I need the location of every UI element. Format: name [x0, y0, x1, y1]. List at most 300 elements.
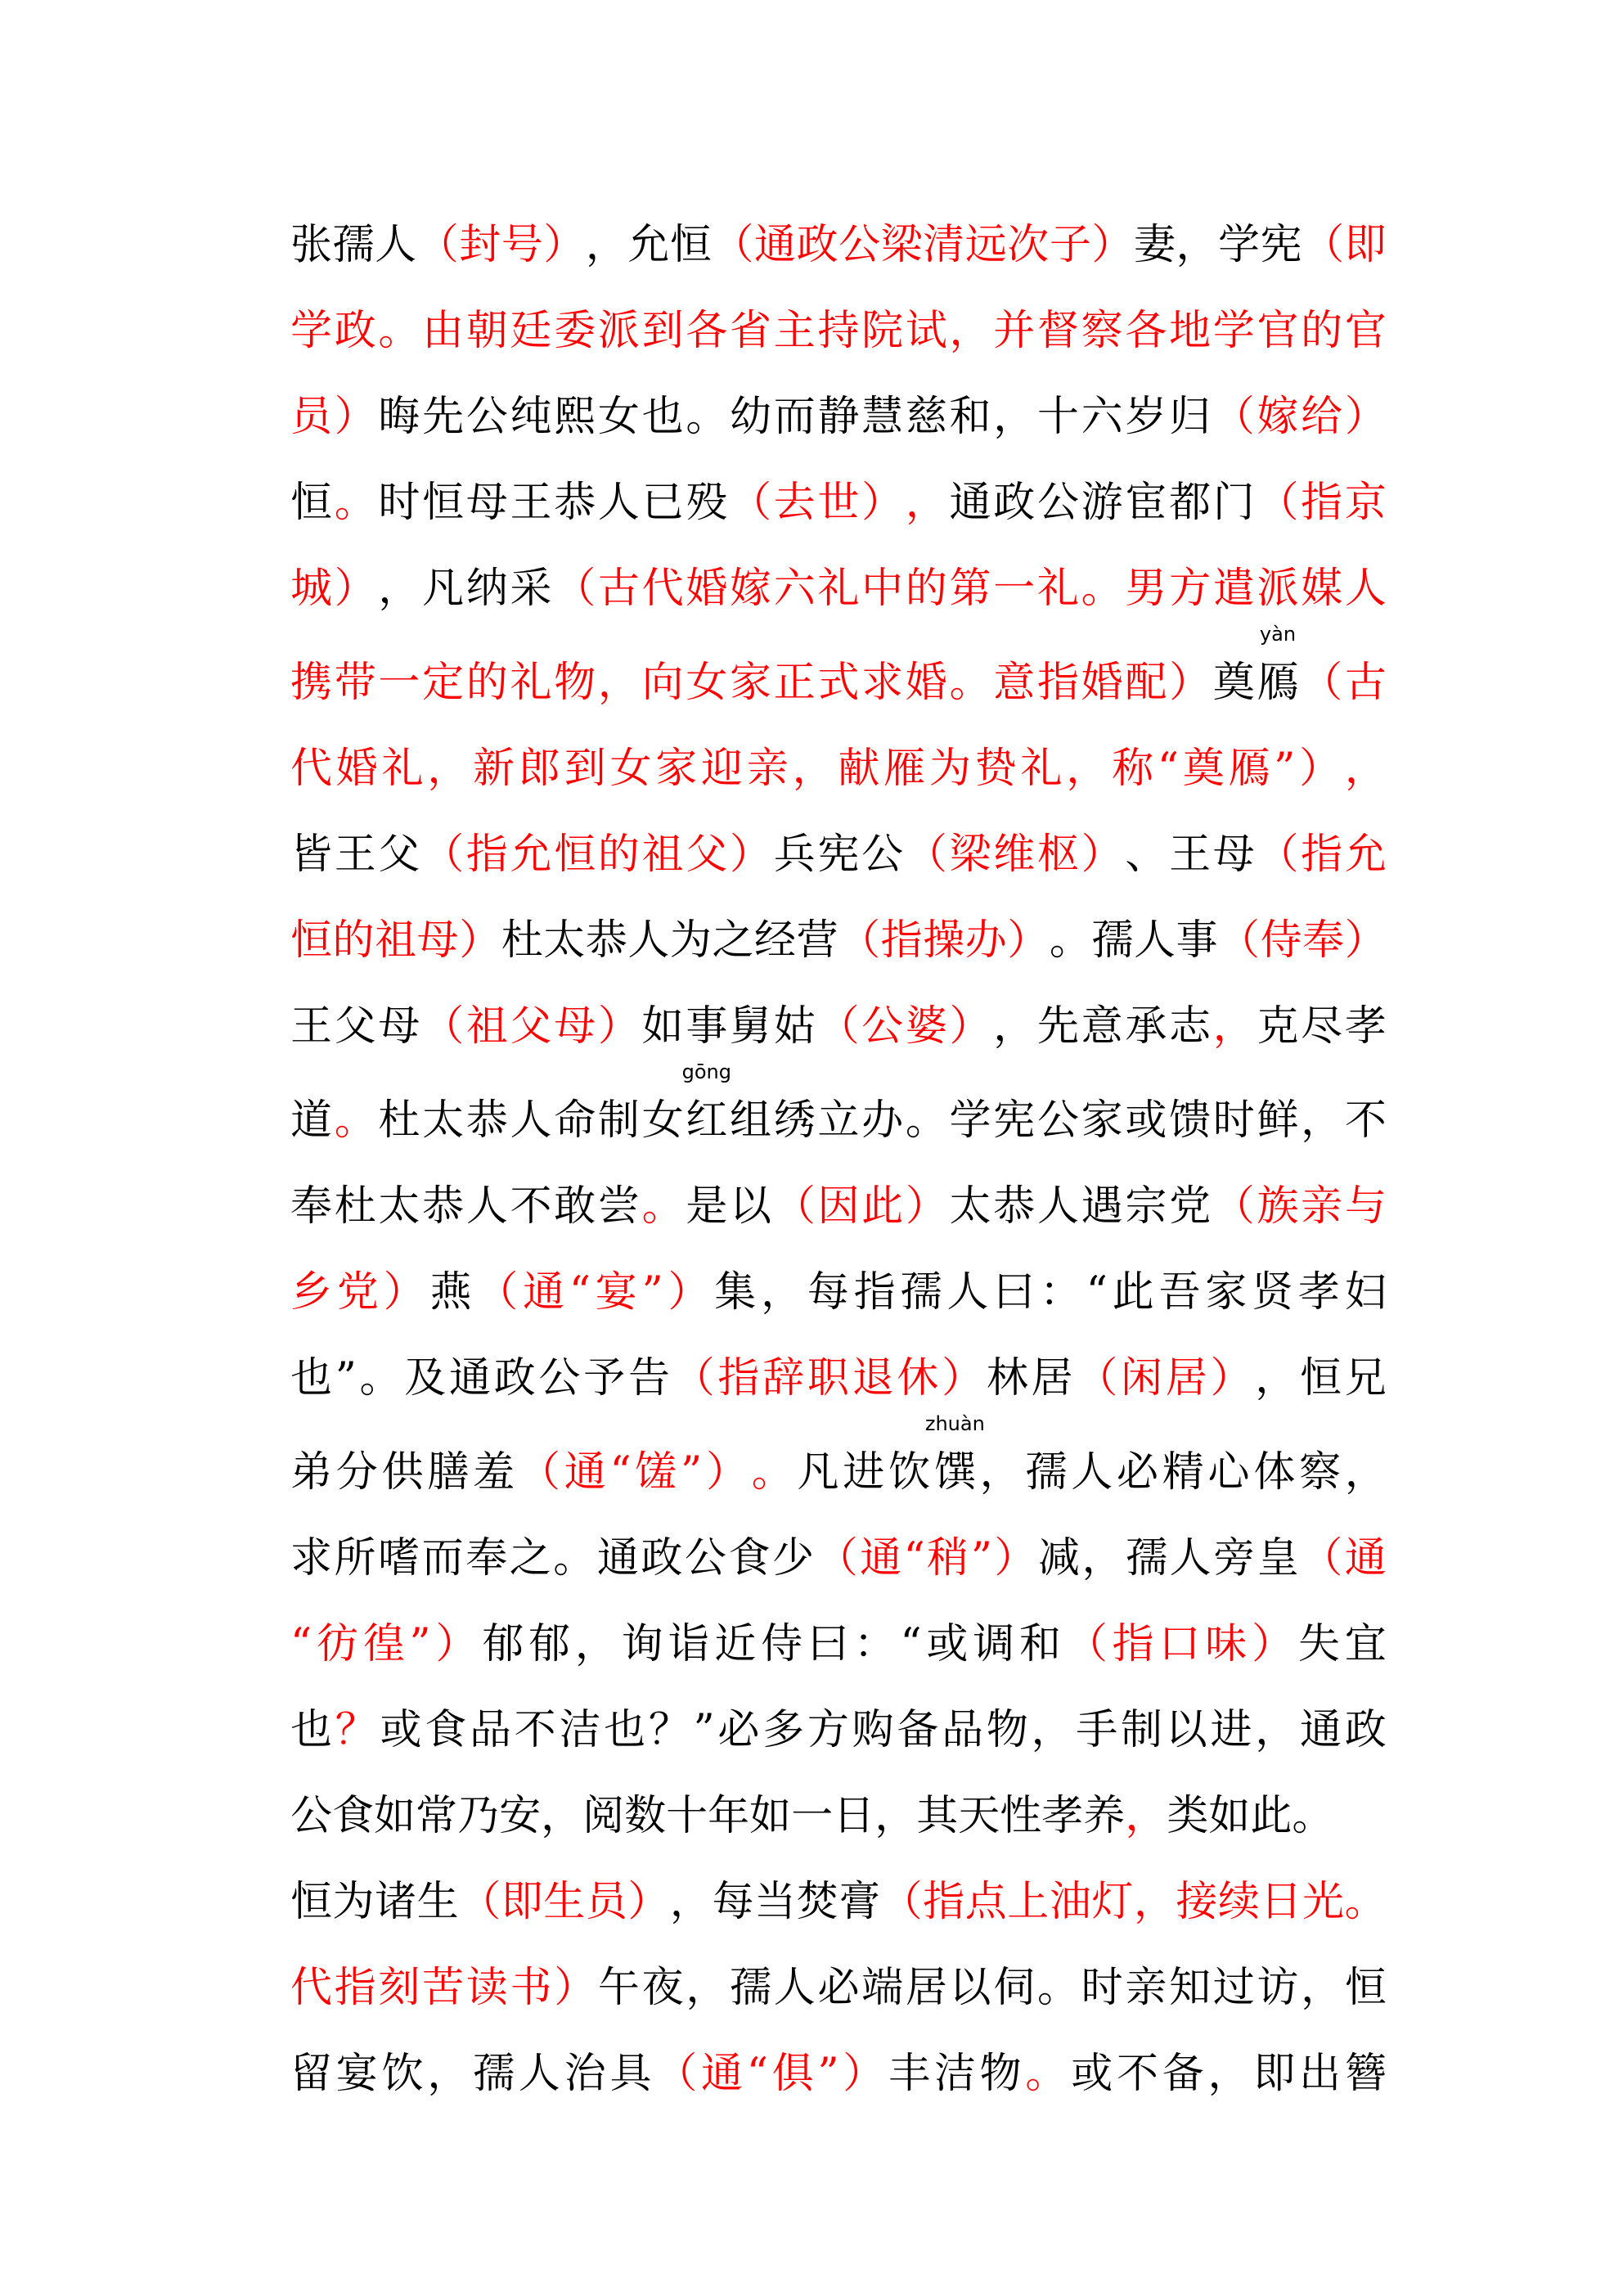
character: 去 — [773, 479, 816, 527]
character: 太 — [949, 1182, 991, 1231]
character: 亲 — [746, 745, 789, 793]
character: 各 — [1125, 307, 1167, 355]
character: ， — [874, 1792, 917, 1840]
character: 次 — [1007, 221, 1050, 269]
character: （ — [1065, 1620, 1108, 1668]
character: 贤 — [1252, 1268, 1294, 1317]
character: ） — [627, 1878, 670, 1926]
character: 婆 — [905, 1002, 947, 1051]
character: 妻 — [1133, 221, 1176, 269]
character: 正 — [773, 659, 816, 707]
character: 王 — [510, 479, 552, 527]
character: 而 — [421, 1534, 464, 1582]
character: 游 — [1081, 479, 1123, 527]
character: 也 — [290, 1354, 333, 1402]
character: 伺 — [993, 1964, 1036, 2012]
character: （ — [416, 221, 459, 269]
character: 人 — [627, 916, 670, 965]
character: 清 — [923, 221, 965, 269]
character: 膏 — [838, 1878, 881, 1926]
character: 指 — [465, 831, 508, 879]
character: 办 — [964, 916, 1007, 965]
character: 到 — [641, 307, 684, 355]
character: 女 — [609, 745, 652, 793]
character: ， — [1255, 1706, 1297, 1754]
character: 姑 — [773, 1002, 816, 1051]
character: 学 — [949, 1096, 991, 1145]
character: 鴈 — [1228, 745, 1270, 793]
character: ） — [994, 1534, 1036, 1582]
character: 恒 — [1299, 1354, 1342, 1402]
character: 是 — [686, 1182, 728, 1231]
character: 礼 — [381, 745, 424, 793]
character: ） — [543, 221, 586, 269]
character: 或 — [1071, 2050, 1113, 2098]
character: 政 — [1344, 1706, 1387, 1754]
character: 如 — [1208, 1792, 1251, 1840]
character: 母 — [554, 1002, 596, 1051]
character: 焚 — [796, 1878, 838, 1926]
character: 日 — [833, 1792, 875, 1840]
character: 续 — [1218, 1878, 1261, 1926]
character: 母 — [465, 479, 508, 527]
character: 恒 — [290, 479, 333, 527]
text-line — [290, 1060, 1387, 1154]
character: 恭 — [585, 916, 627, 965]
text-line — [290, 1412, 1387, 1506]
character: 精 — [1162, 1448, 1204, 1497]
character: ） — [334, 393, 376, 441]
character: 失 — [1297, 1620, 1340, 1668]
character: 由 — [422, 307, 465, 355]
character: 嗜 — [378, 1534, 420, 1582]
character: 调 — [973, 1620, 1015, 1668]
character: 宗 — [1125, 1182, 1167, 1231]
character: 孝 — [1041, 1792, 1084, 1840]
character: ， — [427, 2050, 470, 2098]
character: 安 — [499, 1792, 542, 1840]
text-line — [290, 822, 1387, 888]
character: 少 — [772, 1534, 815, 1582]
character: （ — [905, 831, 947, 879]
character: 第 — [949, 565, 991, 613]
character: 到 — [564, 745, 606, 793]
character: 而 — [773, 393, 816, 441]
character: 恭 — [422, 1182, 465, 1231]
character: 通 — [1299, 1706, 1342, 1754]
character: 妇 — [1344, 1268, 1387, 1317]
character: 公 — [290, 1792, 333, 1840]
character: 光 — [1302, 1878, 1345, 1926]
character: 的 — [332, 916, 375, 965]
character: 廷 — [510, 307, 552, 355]
pinyin-annotation: gōng — [681, 1060, 732, 1083]
character: 家 — [1081, 1096, 1123, 1145]
text-line — [290, 556, 1387, 622]
character: 政 — [493, 1354, 536, 1402]
character: 学 — [1218, 221, 1261, 269]
character: 之 — [509, 1534, 551, 1582]
character: 遣 — [1212, 565, 1255, 613]
character: 时 — [1081, 1964, 1123, 2012]
character: 恒 — [669, 221, 712, 269]
character: 意 — [1081, 1002, 1123, 1051]
character: 其 — [916, 1792, 959, 1840]
character: 此 — [1112, 1268, 1154, 1317]
character: 家 — [1205, 1268, 1248, 1317]
character: 恒 — [1344, 1964, 1387, 2012]
text-line — [290, 385, 1387, 450]
character: 。 — [1292, 1792, 1334, 1840]
character: 族 — [1257, 1182, 1299, 1231]
character: 党 — [336, 1268, 379, 1317]
character: 先 — [1036, 1002, 1079, 1051]
character: 访 — [1257, 1964, 1299, 2012]
character: （ — [1301, 659, 1343, 707]
character: 院 — [861, 307, 904, 355]
character: 必 — [817, 1964, 860, 2012]
character: 经 — [754, 916, 797, 965]
character: （ — [655, 2050, 698, 2098]
character: 持 — [817, 307, 860, 355]
character: ， — [1207, 2050, 1250, 2098]
character: ， — [949, 307, 991, 355]
character: ， — [686, 1964, 728, 2012]
character: 婚 — [335, 745, 378, 793]
character: 代 — [290, 1964, 333, 2012]
character: 俱 — [771, 2050, 814, 2098]
character: 委 — [554, 307, 596, 355]
character: 制 — [1121, 1706, 1163, 1754]
character: 礼 — [1036, 565, 1079, 613]
character: 人 — [375, 221, 417, 269]
character: “ — [900, 1620, 922, 1668]
character: 凡 — [422, 565, 465, 613]
character: 诣 — [668, 1620, 710, 1668]
character: 多 — [762, 1706, 805, 1754]
character: 凡 — [797, 1448, 839, 1497]
character: 饮 — [888, 1448, 931, 1497]
character: 并 — [993, 307, 1036, 355]
character: ） — [1210, 1354, 1252, 1402]
character: 时 — [378, 479, 420, 527]
character: ） — [1169, 659, 1212, 707]
text-line — [290, 1612, 1387, 1677]
character: 夜 — [641, 1964, 684, 2012]
character: 纯 — [510, 393, 552, 441]
character: 曰 — [993, 1268, 1036, 1317]
character: 人 — [510, 1096, 552, 1145]
character: 指 — [717, 1354, 760, 1402]
character: 式 — [817, 659, 860, 707]
character: 意 — [993, 659, 1036, 707]
character: 恭 — [465, 1096, 508, 1145]
character: 礼 — [510, 659, 552, 707]
character: 号 — [501, 221, 543, 269]
character: 指 — [334, 1964, 376, 2012]
character: ？ — [335, 1706, 377, 1754]
character: 公 — [465, 393, 508, 441]
character: 指 — [880, 916, 923, 965]
character: ， — [1133, 1878, 1176, 1926]
character: 太 — [422, 1096, 465, 1145]
character: 减 — [1037, 1534, 1080, 1582]
character: 通 — [1344, 1534, 1387, 1582]
character: 宪 — [993, 1096, 1036, 1145]
character: （ — [1212, 393, 1255, 441]
character: 孺 — [1091, 916, 1134, 965]
character: ， — [993, 393, 1036, 441]
character: 备 — [1162, 2050, 1204, 2098]
character: 通 — [701, 2050, 744, 2098]
character: 的 — [597, 831, 640, 879]
character: 如 — [749, 1792, 792, 1840]
character: 丰 — [888, 2050, 931, 2098]
character: 地 — [1169, 307, 1212, 355]
character: ） — [1344, 393, 1387, 441]
character: 通 — [860, 1534, 902, 1582]
character: 遇 — [1081, 1182, 1123, 1231]
character: 馐 — [635, 1448, 677, 1497]
character: 侍 — [1260, 916, 1302, 965]
character: 父 — [686, 831, 728, 879]
character: 为 — [928, 745, 971, 793]
character: 慧 — [861, 393, 904, 441]
character: ， — [979, 1448, 1022, 1497]
character: 远 — [964, 221, 1007, 269]
character: 携 — [290, 659, 333, 707]
character: 闲 — [1121, 1354, 1163, 1402]
character: ） — [1007, 916, 1050, 965]
character: “ — [903, 1534, 925, 1582]
text-line — [290, 1870, 1387, 1935]
character: 人 — [597, 479, 640, 527]
text-line — [290, 1956, 1387, 2021]
character: “ — [746, 2050, 768, 2098]
character: 当 — [754, 1878, 797, 1926]
character: 人 — [518, 2050, 560, 2098]
character: 孺 — [900, 1268, 942, 1317]
character: 燕 — [429, 1268, 472, 1317]
character: ） — [1252, 1620, 1294, 1668]
character: ） — [1344, 916, 1387, 965]
character: 公 — [1036, 1096, 1079, 1145]
character: 兄 — [1344, 1354, 1387, 1402]
character: 出 — [1299, 2050, 1342, 2098]
character: 供 — [381, 1448, 424, 1497]
character: “ — [569, 1268, 591, 1317]
character: （ — [554, 565, 596, 613]
character: ， — [1066, 745, 1108, 793]
character: 刻 — [378, 1964, 420, 2012]
character: ， — [1125, 1792, 1167, 1840]
character: 弟 — [290, 1448, 333, 1497]
character: 。 — [641, 1182, 684, 1231]
character: 孺 — [1126, 1534, 1168, 1582]
character: 十 — [1036, 393, 1079, 441]
character: 代 — [290, 745, 333, 793]
character: 与 — [1344, 1182, 1387, 1231]
character: 王 — [334, 831, 376, 879]
character: 。 — [686, 393, 728, 441]
character: 乡 — [290, 1268, 333, 1317]
character: （ — [1218, 916, 1261, 965]
character: 宦 — [1125, 479, 1167, 527]
character: 留 — [290, 2050, 333, 2098]
character: 尽 — [1301, 1002, 1343, 1051]
character: 味 — [1205, 1620, 1248, 1668]
text-line — [290, 470, 1387, 536]
character: 类 — [1167, 1792, 1209, 1840]
character: 具 — [609, 2050, 652, 2098]
character: 六 — [1081, 393, 1123, 441]
character: ， — [585, 221, 627, 269]
character: 学 — [1212, 307, 1255, 355]
character: ， — [1031, 1706, 1073, 1754]
character: （ — [1076, 1354, 1118, 1402]
character: 宜 — [1344, 1620, 1387, 1668]
character: 立 — [817, 1096, 860, 1145]
character: ， — [993, 1002, 1036, 1051]
character: ” — [641, 1268, 663, 1317]
character: 徨 — [362, 1620, 405, 1668]
character: 政 — [334, 307, 376, 355]
character: （ — [730, 479, 772, 527]
character: 嫁 — [730, 565, 772, 613]
text-line — [290, 908, 1387, 974]
character: 公 — [838, 221, 881, 269]
character: 以 — [949, 1964, 991, 2012]
text-line — [290, 623, 1387, 716]
character: ： — [853, 1620, 896, 1668]
character: 食 — [728, 1534, 771, 1582]
character: 奉 — [290, 1182, 333, 1231]
character: 事 — [1176, 916, 1218, 965]
character: 心 — [1207, 1448, 1250, 1497]
character: （ — [1302, 221, 1345, 269]
character: 林 — [986, 1354, 1028, 1402]
character: 生 — [543, 1878, 586, 1926]
character: 吾 — [1158, 1268, 1201, 1317]
character: 指 — [1301, 831, 1343, 879]
character: 物 — [554, 659, 596, 707]
character: 食 — [425, 1706, 467, 1754]
character: 。 — [334, 479, 376, 527]
character: 饮 — [381, 2050, 424, 2098]
character: 。 — [359, 1354, 402, 1402]
character: 或 — [380, 1706, 422, 1754]
character: 十 — [666, 1792, 708, 1840]
character: 母 — [378, 1002, 420, 1051]
character: ） — [597, 1002, 640, 1051]
character: 绣 — [773, 1096, 816, 1145]
character: 数 — [624, 1792, 667, 1840]
character: 郁 — [528, 1620, 571, 1668]
character: 恒 — [554, 831, 596, 879]
character: 上 — [1007, 1878, 1050, 1926]
text-line — [290, 1174, 1387, 1240]
character: 公 — [861, 831, 904, 879]
character: 人 — [946, 1268, 989, 1317]
character: 孺 — [332, 221, 375, 269]
character: 之 — [712, 916, 754, 965]
character: 、 — [1125, 831, 1167, 879]
character: 婚 — [686, 565, 728, 613]
character: 求 — [290, 1534, 333, 1582]
character: 和 — [949, 393, 991, 441]
character: 迎 — [701, 745, 744, 793]
character: ） — [554, 1964, 596, 2012]
character: 彷 — [316, 1620, 358, 1668]
character: 。 — [1036, 1964, 1079, 2012]
character: 父 — [334, 1002, 376, 1051]
character: 通 — [754, 221, 797, 269]
character: 因 — [817, 1182, 860, 1231]
character: 以 — [730, 1182, 772, 1231]
character: ） — [949, 1002, 991, 1051]
character: 馈 — [1169, 1096, 1212, 1145]
character: “ — [1086, 1268, 1108, 1317]
character: 人 — [1071, 1448, 1113, 1497]
character: 主 — [773, 307, 816, 355]
character: 公 — [684, 1534, 726, 1582]
character: 宴 — [595, 1268, 637, 1317]
character: 此 — [861, 1182, 904, 1231]
character: ， — [1301, 1964, 1343, 2012]
character: 居 — [1031, 1354, 1073, 1402]
character: （ — [422, 1002, 465, 1051]
character: 书 — [510, 1964, 552, 2012]
character: 生 — [416, 1878, 459, 1926]
character: 克 — [1257, 1002, 1299, 1051]
character: 派 — [1257, 565, 1299, 613]
character: 家 — [655, 745, 698, 793]
character: 食 — [332, 1792, 375, 1840]
character: 曰 — [807, 1620, 849, 1668]
character: 事 — [686, 1002, 728, 1051]
character: 政 — [641, 1534, 683, 1582]
character: 必 — [1116, 1448, 1158, 1497]
character: 的 — [905, 565, 947, 613]
character: （ — [1257, 479, 1299, 527]
character: 也 — [290, 1706, 333, 1754]
character: 通 — [596, 1534, 639, 1582]
character: ” — [693, 1706, 715, 1754]
character: 。 — [334, 1096, 376, 1145]
character: 母 — [1212, 831, 1255, 879]
character: ” — [335, 1354, 357, 1402]
character: 奠 — [1212, 659, 1255, 707]
character: 如 — [374, 1792, 416, 1840]
character: 杜 — [334, 1182, 376, 1231]
character: 督 — [1036, 307, 1079, 355]
character: ， — [1212, 1002, 1255, 1051]
character: 贽 — [974, 745, 1017, 793]
character: 兵 — [773, 831, 816, 879]
character: 晦 — [378, 393, 420, 441]
character: 公 — [1036, 479, 1079, 527]
character: 配 — [1125, 659, 1167, 707]
character: 制 — [597, 1096, 640, 1145]
character: 古 — [1344, 659, 1387, 707]
character: ， — [597, 659, 640, 707]
character: 天 — [958, 1792, 1000, 1840]
character: “ — [290, 1620, 312, 1668]
character: 手 — [1076, 1706, 1118, 1754]
character: 。 — [905, 1096, 947, 1145]
character: 物 — [979, 2050, 1022, 2098]
character: 父 — [510, 1002, 552, 1051]
